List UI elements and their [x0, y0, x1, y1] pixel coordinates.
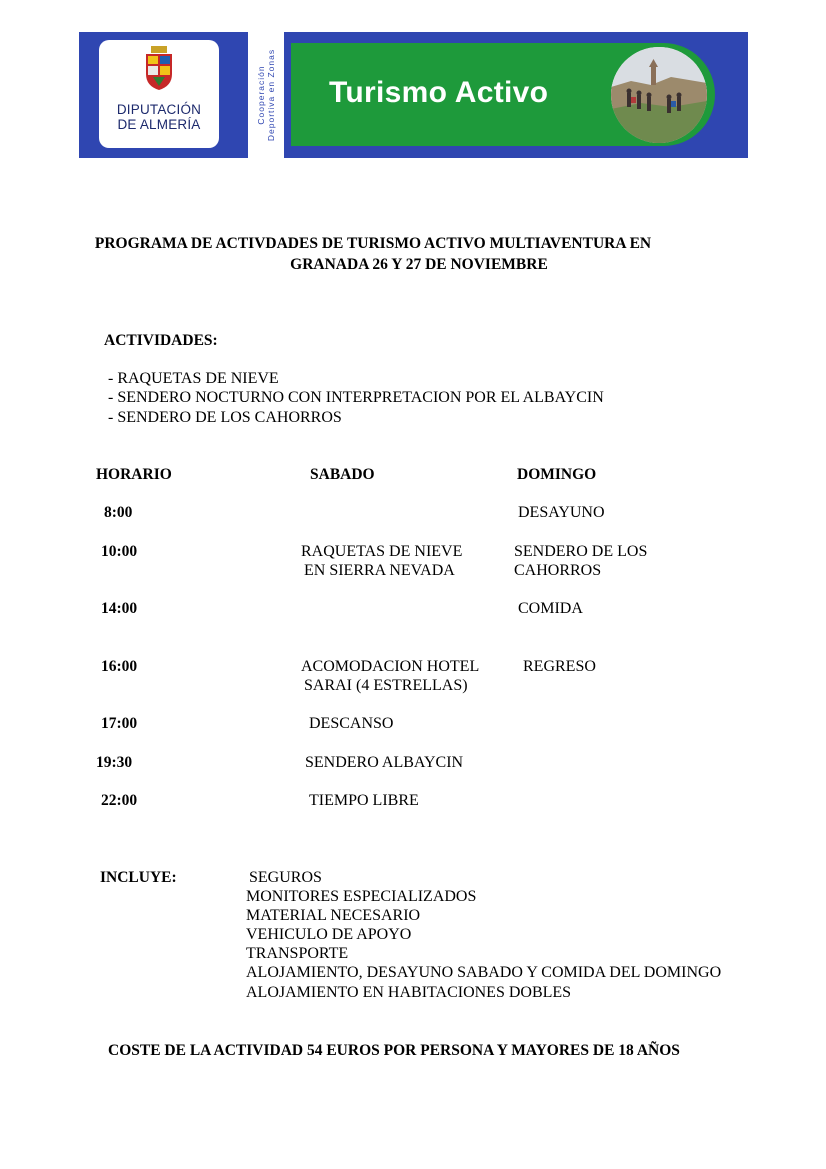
- includes-item: MATERIAL NECESARIO: [246, 907, 421, 924]
- includes-label: INCLUYE:: [100, 869, 177, 886]
- schedule-time: 14:00: [101, 600, 138, 617]
- header-banner: [79, 32, 748, 158]
- schedule-sunday: CAHORROS: [514, 562, 602, 579]
- includes-item: VEHICULO DE APOYO: [246, 926, 412, 943]
- schedule-time: 22:00: [101, 792, 138, 809]
- schedule-time: 17:00: [101, 715, 138, 732]
- schedule-time: 10:00: [101, 543, 138, 560]
- schedule-saturday: DESCANSO: [309, 715, 394, 732]
- includes-item: ALOJAMIENTO EN HABITACIONES DOBLES: [246, 984, 572, 1001]
- activity-item: - SENDERO NOCTURNO CON INTERPRETACION POR EL ALBAYCIN: [108, 389, 604, 406]
- activities-heading: ACTIVIDADES:: [104, 332, 218, 349]
- activity-item: - RAQUETAS DE NIEVE: [108, 370, 279, 387]
- schedule-saturday: RAQUETAS DE NIEVE: [301, 543, 463, 560]
- hikers-photo: [611, 47, 707, 143]
- schedule-saturday: SENDERO ALBAYCIN: [305, 754, 464, 771]
- header-domingo: DOMINGO: [517, 466, 597, 483]
- header-horario: HORARIO: [96, 466, 172, 483]
- page-title-line-2: GRANADA 26 Y 27 DE NOVIEMBRE: [290, 256, 548, 273]
- schedule-sunday: REGRESO: [523, 658, 596, 675]
- schedule-saturday: ACOMODACION HOTEL: [301, 658, 480, 675]
- schedule-saturday: SARAI (4 ESTRELLAS): [304, 677, 468, 694]
- includes-item: TRANSPORTE: [246, 945, 349, 962]
- schedule-sunday: DESAYUNO: [518, 504, 605, 521]
- includes-item: SEGUROS: [249, 869, 322, 886]
- schedule-time: 19:30: [96, 754, 133, 771]
- page-title-line-1: PROGRAMA DE ACTIVDADES DE TURISMO ACTIVO MULTIAVENTURA EN: [94, 235, 652, 252]
- cooperacion-strip: [248, 32, 284, 158]
- cost-line: COSTE DE LA ACTIVIDAD 54 EUROS POR PERSONA Y MAYORES DE 18 AÑOS: [108, 1042, 680, 1059]
- header-sabado: SABADO: [310, 466, 375, 483]
- schedule-time: 16:00: [101, 658, 138, 675]
- diputacion-logo: [99, 40, 219, 148]
- schedule-sunday: COMIDA: [518, 600, 583, 617]
- coop-line-1: Cooperación: [256, 65, 266, 125]
- schedule-saturday: TIEMPO LIBRE: [309, 792, 419, 809]
- includes-item: ALOJAMIENTO, DESAYUNO SABADO Y COMIDA DEL DOMINGO: [246, 964, 722, 981]
- schedule-saturday: EN SIERRA NEVADA: [304, 562, 455, 579]
- coat-of-arms-icon: [144, 46, 174, 90]
- activity-item: - SENDERO DE LOS CAHORROS: [108, 409, 342, 426]
- coop-line-2: Deportiva en Zonas: [266, 48, 276, 142]
- logo-line-1: DIPUTACIÓN: [116, 102, 202, 117]
- schedule-time: 8:00: [104, 504, 133, 521]
- includes-item: MONITORES ESPECIALIZADOS: [246, 888, 477, 905]
- logo-line-2: DE ALMERÍA: [117, 117, 201, 132]
- banner-title: Turismo Activo: [329, 76, 549, 109]
- schedule-sunday: SENDERO DE LOS: [514, 543, 648, 560]
- hikers-photo-illustration: [611, 47, 707, 143]
